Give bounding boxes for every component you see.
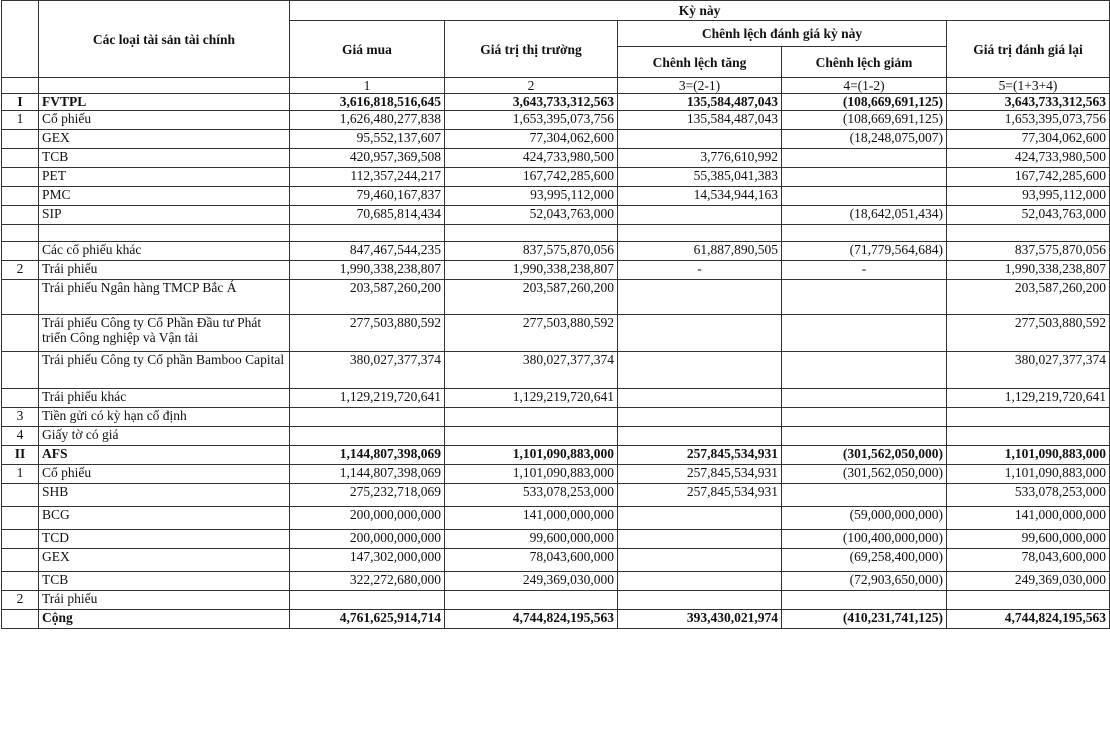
row-market-value: 99,600,000,000: [445, 530, 618, 549]
table-row: [2, 352, 1110, 389]
row-increase: [618, 507, 782, 530]
row-market-value: 77,304,062,600: [445, 130, 618, 149]
row-market-value: 4,744,824,195,563: [445, 610, 618, 629]
row-name: Giấy tờ có giá: [39, 427, 290, 446]
row-increase: [618, 280, 782, 315]
table-row: [2, 94, 1110, 111]
row-revalued: 4,744,824,195,563: [947, 610, 1110, 629]
row-decrease: (108,669,691,125): [782, 94, 947, 111]
row-revalued: [947, 591, 1110, 610]
table-row: [2, 168, 1110, 187]
row-revalued: 3,643,733,312,563: [947, 94, 1110, 111]
row-revalued: 1,990,338,238,807: [947, 261, 1110, 280]
row-name: Trái phiếu Công ty Cổ Phần Đầu tư Phát triển Công nghiệp và Vận tải: [39, 315, 290, 352]
row-decrease: (71,779,564,684): [782, 242, 947, 261]
row-decrease: [782, 408, 947, 427]
row-increase: [618, 130, 782, 149]
row-market-value: 1,653,395,073,756: [445, 111, 618, 130]
row-name: PET: [39, 168, 290, 187]
row-revalued: 1,653,395,073,756: [947, 111, 1110, 130]
row-cost: 95,552,137,607: [290, 130, 445, 149]
row-index: 2: [2, 591, 39, 610]
row-name: SIP: [39, 206, 290, 225]
row-market-value: 1,129,219,720,641: [445, 389, 618, 408]
row-market-value: 167,742,285,600: [445, 168, 618, 187]
row-index: [2, 315, 39, 352]
row-revalued: 380,027,377,374: [947, 352, 1110, 389]
row-index: [2, 572, 39, 591]
row-decrease: (301,562,050,000): [782, 465, 947, 484]
row-market-value: 424,733,980,500: [445, 149, 618, 168]
row-increase: [618, 427, 782, 446]
row-market-value: [445, 591, 618, 610]
row-index: 4: [2, 427, 39, 446]
row-market-value: 837,575,870,056: [445, 242, 618, 261]
row-index: [2, 280, 39, 315]
row-index: 2: [2, 261, 39, 280]
table-row: [2, 389, 1110, 408]
row-index: [2, 242, 39, 261]
table-row: [2, 242, 1110, 261]
row-name: GEX: [39, 549, 290, 572]
row-index: 1: [2, 465, 39, 484]
row-decrease: (100,400,000,000): [782, 530, 947, 549]
row-cost: 1,990,338,238,807: [290, 261, 445, 280]
row-index: [2, 507, 39, 530]
row-cost: 322,272,680,000: [290, 572, 445, 591]
table-row: [2, 315, 1110, 352]
row-market-value: 52,043,763,000: [445, 206, 618, 225]
row-market-value: [445, 427, 618, 446]
row-cost: [290, 225, 445, 242]
table-row: [2, 446, 1110, 465]
row-cost: 277,503,880,592: [290, 315, 445, 352]
table-row: [2, 187, 1110, 206]
row-revalued: [947, 408, 1110, 427]
table-row: [2, 206, 1110, 225]
row-revalued: 78,043,600,000: [947, 549, 1110, 572]
table-row: [2, 408, 1110, 427]
table-row: [2, 610, 1110, 629]
table-row: [2, 591, 1110, 610]
col-number-market: 2: [445, 78, 618, 94]
row-cost: 1,144,807,398,069: [290, 446, 445, 465]
row-increase: 393,430,021,974: [618, 610, 782, 629]
col-number-cost: 1: [290, 78, 445, 94]
row-decrease: (410,231,741,125): [782, 610, 947, 629]
table-row: [2, 427, 1110, 446]
row-cost: 420,957,369,508: [290, 149, 445, 168]
row-increase: 55,385,041,383: [618, 168, 782, 187]
row-decrease: [782, 315, 947, 352]
row-revalued: 424,733,980,500: [947, 149, 1110, 168]
row-name: Trái phiếu: [39, 261, 290, 280]
table-row: [2, 130, 1110, 149]
asset-number-cell: [39, 78, 290, 94]
revalued-header: Giá trị đánh giá lại: [947, 21, 1110, 78]
row-decrease: [782, 168, 947, 187]
row-index: I: [2, 94, 39, 111]
row-index: [2, 225, 39, 242]
row-increase: 135,584,487,043: [618, 94, 782, 111]
row-increase: 257,845,534,931: [618, 465, 782, 484]
row-revalued: [947, 427, 1110, 446]
index-header: [2, 1, 39, 78]
row-index: II: [2, 446, 39, 465]
row-decrease: [782, 187, 947, 206]
row-increase: [618, 591, 782, 610]
row-name: GEX: [39, 130, 290, 149]
row-cost: 147,302,000,000: [290, 549, 445, 572]
row-index: 1: [2, 111, 39, 130]
row-name: Trái phiếu: [39, 591, 290, 610]
row-index: [2, 187, 39, 206]
row-cost: 847,467,544,235: [290, 242, 445, 261]
row-index: [2, 484, 39, 507]
row-decrease: [782, 484, 947, 507]
table-row: [2, 261, 1110, 280]
row-revalued: 837,575,870,056: [947, 242, 1110, 261]
row-name: Trái phiếu Ngân hàng TMCP Bắc Á: [39, 280, 290, 315]
row-market-value: [445, 225, 618, 242]
row-index: [2, 149, 39, 168]
row-decrease: (18,248,075,007): [782, 130, 947, 149]
row-decrease: (301,562,050,000): [782, 446, 947, 465]
row-decrease: [782, 352, 947, 389]
asset-type-header: Các loại tài sản tài chính: [39, 1, 290, 78]
row-cost: 112,357,244,217: [290, 168, 445, 187]
row-cost: 380,027,377,374: [290, 352, 445, 389]
row-decrease: (108,669,691,125): [782, 111, 947, 130]
row-market-value: 93,995,112,000: [445, 187, 618, 206]
row-cost: 200,000,000,000: [290, 507, 445, 530]
row-cost: 203,587,260,200: [290, 280, 445, 315]
row-index: [2, 549, 39, 572]
row-index: [2, 130, 39, 149]
row-increase: [618, 389, 782, 408]
col-number-decrease: 4=(1-2): [782, 78, 947, 94]
row-revalued: 1,101,090,883,000: [947, 446, 1110, 465]
decrease-header: Chênh lệch giảm: [782, 47, 947, 78]
col-number-increase: 3=(2-1): [618, 78, 782, 94]
row-index: [2, 389, 39, 408]
row-revalued: 203,587,260,200: [947, 280, 1110, 315]
table-row: [2, 549, 1110, 572]
row-cost: 4,761,625,914,714: [290, 610, 445, 629]
row-index: [2, 352, 39, 389]
row-name: Trái phiếu khác: [39, 389, 290, 408]
row-revalued: [947, 225, 1110, 242]
row-decrease: (72,903,650,000): [782, 572, 947, 591]
row-revalued: 167,742,285,600: [947, 168, 1110, 187]
row-name: FVTPL: [39, 94, 290, 111]
row-increase: [618, 572, 782, 591]
row-decrease: (69,258,400,000): [782, 549, 947, 572]
row-increase: 14,534,944,163: [618, 187, 782, 206]
financial-assets-table: [1, 0, 1110, 629]
row-revalued: 1,101,090,883,000: [947, 465, 1110, 484]
row-increase: [618, 206, 782, 225]
col-number-revalued: 5=(1+3+4): [947, 78, 1110, 94]
increase-header: Chênh lệch tăng: [618, 47, 782, 78]
table-row: [2, 225, 1110, 242]
row-increase: -: [618, 261, 782, 280]
row-increase: [618, 225, 782, 242]
row-revalued: 93,995,112,000: [947, 187, 1110, 206]
table-row: [2, 484, 1110, 507]
row-cost: 275,232,718,069: [290, 484, 445, 507]
row-name: TCB: [39, 572, 290, 591]
row-revalued: 1,129,219,720,641: [947, 389, 1110, 408]
row-increase: 61,887,890,505: [618, 242, 782, 261]
row-cost: 3,616,818,516,645: [290, 94, 445, 111]
row-cost: 200,000,000,000: [290, 530, 445, 549]
row-market-value: 3,643,733,312,563: [445, 94, 618, 111]
row-market-value: 78,043,600,000: [445, 549, 618, 572]
row-name: Trái phiếu Công ty Cổ phần Bamboo Capital: [39, 352, 290, 389]
row-increase: 257,845,534,931: [618, 446, 782, 465]
row-increase: 135,584,487,043: [618, 111, 782, 130]
row-revalued: 99,600,000,000: [947, 530, 1110, 549]
row-name: PMC: [39, 187, 290, 206]
row-revalued: 533,078,253,000: [947, 484, 1110, 507]
row-market-value: 1,990,338,238,807: [445, 261, 618, 280]
row-decrease: [782, 427, 947, 446]
row-market-value: [445, 408, 618, 427]
row-market-value: 249,369,030,000: [445, 572, 618, 591]
row-revalued: 52,043,763,000: [947, 206, 1110, 225]
row-decrease: [782, 591, 947, 610]
row-decrease: (59,000,000,000): [782, 507, 947, 530]
row-name: AFS: [39, 446, 290, 465]
row-decrease: (18,642,051,434): [782, 206, 947, 225]
row-decrease: -: [782, 261, 947, 280]
table-row: [2, 111, 1110, 130]
row-market-value: 380,027,377,374: [445, 352, 618, 389]
row-name: [39, 225, 290, 242]
row-market-value: 533,078,253,000: [445, 484, 618, 507]
row-increase: [618, 408, 782, 427]
row-increase: [618, 352, 782, 389]
row-market-value: 277,503,880,592: [445, 315, 618, 352]
row-decrease: [782, 149, 947, 168]
row-name: TCB: [39, 149, 290, 168]
row-name: BCG: [39, 507, 290, 530]
row-market-value: 1,101,090,883,000: [445, 446, 618, 465]
row-name: Các cổ phiếu khác: [39, 242, 290, 261]
row-revalued: 77,304,062,600: [947, 130, 1110, 149]
row-cost: 1,626,480,277,838: [290, 111, 445, 130]
row-market-value: 1,101,090,883,000: [445, 465, 618, 484]
row-name: SHB: [39, 484, 290, 507]
row-decrease: [782, 280, 947, 315]
row-revalued: 249,369,030,000: [947, 572, 1110, 591]
row-name: Cộng: [39, 610, 290, 629]
table-row: [2, 280, 1110, 315]
row-cost: 70,685,814,434: [290, 206, 445, 225]
diff-group-header: Chênh lệch đánh giá kỳ này: [618, 21, 947, 47]
row-increase: 257,845,534,931: [618, 484, 782, 507]
table-row: [2, 507, 1110, 530]
row-increase: [618, 549, 782, 572]
row-increase: [618, 530, 782, 549]
row-name: Cổ phiếu: [39, 465, 290, 484]
row-revalued: 141,000,000,000: [947, 507, 1110, 530]
row-name: TCD: [39, 530, 290, 549]
row-index: [2, 168, 39, 187]
row-decrease: [782, 389, 947, 408]
row-cost: 1,129,219,720,641: [290, 389, 445, 408]
table-row: [2, 530, 1110, 549]
market-value-header: Giá trị thị trường: [445, 21, 618, 78]
row-cost: 79,460,167,837: [290, 187, 445, 206]
index-number-cell: [2, 78, 39, 94]
row-index: [2, 610, 39, 629]
cost-header: Giá mua: [290, 21, 445, 78]
table-row: [2, 572, 1110, 591]
row-name: Cổ phiếu: [39, 111, 290, 130]
row-decrease: [782, 225, 947, 242]
row-revalued: 277,503,880,592: [947, 315, 1110, 352]
table-row: [2, 465, 1110, 484]
row-increase: [618, 315, 782, 352]
row-index: [2, 206, 39, 225]
row-cost: [290, 408, 445, 427]
row-increase: 3,776,610,992: [618, 149, 782, 168]
row-index: [2, 530, 39, 549]
row-index: 3: [2, 408, 39, 427]
row-name: Tiền gửi có kỳ hạn cố định: [39, 408, 290, 427]
row-cost: 1,144,807,398,069: [290, 465, 445, 484]
row-market-value: 141,000,000,000: [445, 507, 618, 530]
row-market-value: 203,587,260,200: [445, 280, 618, 315]
period-header: Kỳ này: [290, 1, 1110, 21]
row-cost: [290, 591, 445, 610]
table-row: [2, 149, 1110, 168]
row-cost: [290, 427, 445, 446]
